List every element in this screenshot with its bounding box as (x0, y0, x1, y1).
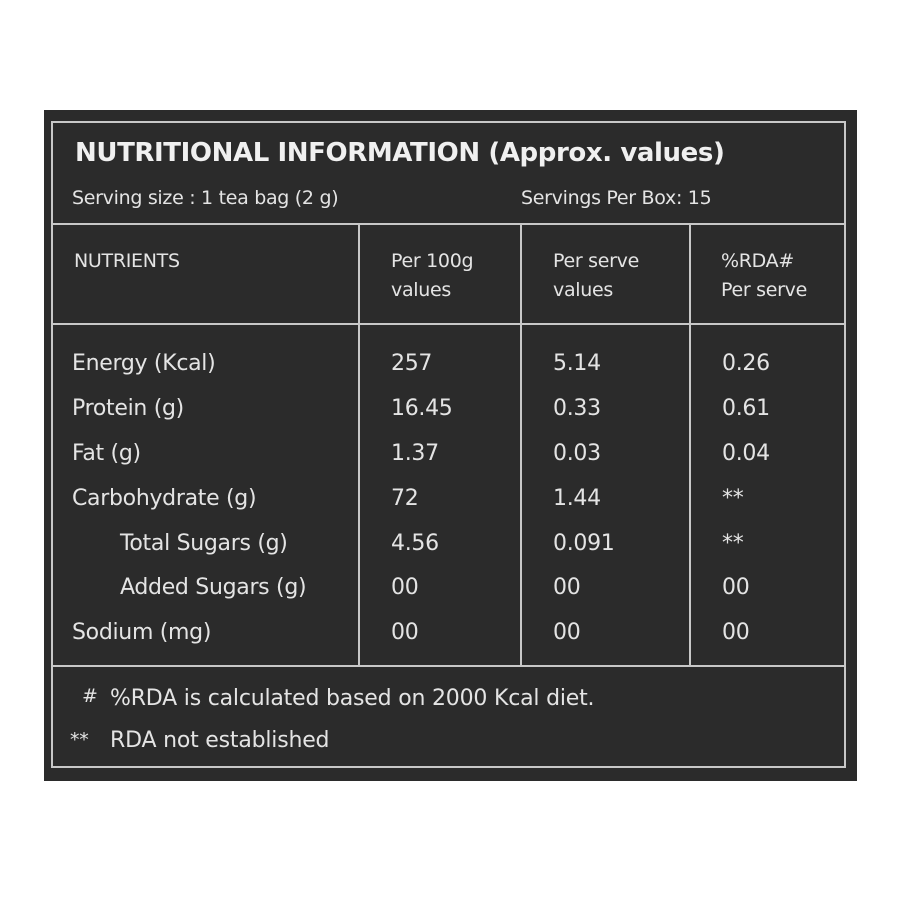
column-divider-3 (689, 223, 691, 667)
row-carbohydrate-nutrient: Carbohydrate (g) (72, 486, 257, 511)
row-fat-rda: 0.04 (722, 441, 770, 466)
header-top-rule (51, 223, 846, 225)
row-protein-rda: 0.61 (722, 396, 770, 421)
row-added-sugars-per100: 00 (391, 575, 419, 600)
header-per-100g-line1: Per 100g (391, 250, 474, 272)
table-title: NUTRITIONAL INFORMATION (Approx. values) (75, 138, 725, 168)
row-total-sugars-rda: ** (722, 531, 744, 556)
header-bottom-rule (51, 323, 846, 325)
row-energy-perserve: 5.14 (553, 351, 601, 376)
row-protein-nutrient: Protein (g) (72, 396, 184, 421)
header-rda-line2: Per serve (721, 279, 807, 301)
footnote-hash-symbol: # (82, 685, 98, 707)
row-added-sugars-perserve: 00 (553, 575, 581, 600)
column-divider-1 (358, 223, 360, 667)
row-total-sugars-nutrient: Total Sugars (g) (120, 531, 288, 556)
row-added-sugars-nutrient: Added Sugars (g) (120, 575, 307, 600)
header-rda-line1: %RDA# (721, 250, 794, 272)
header-per-serve (553, 247, 639, 305)
row-carbohydrate-rda: ** (722, 486, 744, 511)
footer-top-rule (51, 665, 846, 667)
serving-size: Serving size : 1 tea bag (2 g) (72, 187, 339, 209)
row-total-sugars-perserve: 0.091 (553, 531, 615, 556)
row-sodium-nutrient: Sodium (mg) (72, 620, 212, 645)
footnote-rda-basis: %RDA is calculated based on 2000 Kcal diet. (110, 686, 595, 711)
row-sodium-rda: 00 (722, 620, 750, 645)
header-per-100g (391, 247, 473, 305)
row-protein-per100: 16.45 (391, 396, 453, 421)
header-rda (721, 247, 807, 305)
row-energy-rda: 0.26 (722, 351, 770, 376)
header-nutrients: NUTRIENTS (74, 250, 180, 272)
nutrition-panel (44, 110, 857, 781)
servings-per-box: Servings Per Box: 15 (521, 187, 712, 209)
header-per-100g-line2: values (391, 279, 451, 301)
column-divider-2 (520, 223, 522, 667)
row-fat-perserve: 0.03 (553, 441, 601, 466)
footnote-rda-not-established: RDA not established (110, 728, 330, 753)
row-fat-nutrient: Fat (g) (72, 441, 141, 466)
row-fat-per100: 1.37 (391, 441, 439, 466)
row-sodium-perserve: 00 (553, 620, 581, 645)
footnote-stars-symbol: ** (70, 729, 89, 751)
row-carbohydrate-perserve: 1.44 (553, 486, 601, 511)
row-added-sugars-rda: 00 (722, 575, 750, 600)
row-energy-per100: 257 (391, 351, 433, 376)
row-carbohydrate-per100: 72 (391, 486, 419, 511)
row-protein-perserve: 0.33 (553, 396, 601, 421)
row-total-sugars-per100: 4.56 (391, 531, 439, 556)
header-per-serve-line1: Per serve (553, 250, 639, 272)
header-per-serve-line2: values (553, 279, 613, 301)
row-energy-nutrient: Energy (Kcal) (72, 351, 216, 376)
row-sodium-per100: 00 (391, 620, 419, 645)
